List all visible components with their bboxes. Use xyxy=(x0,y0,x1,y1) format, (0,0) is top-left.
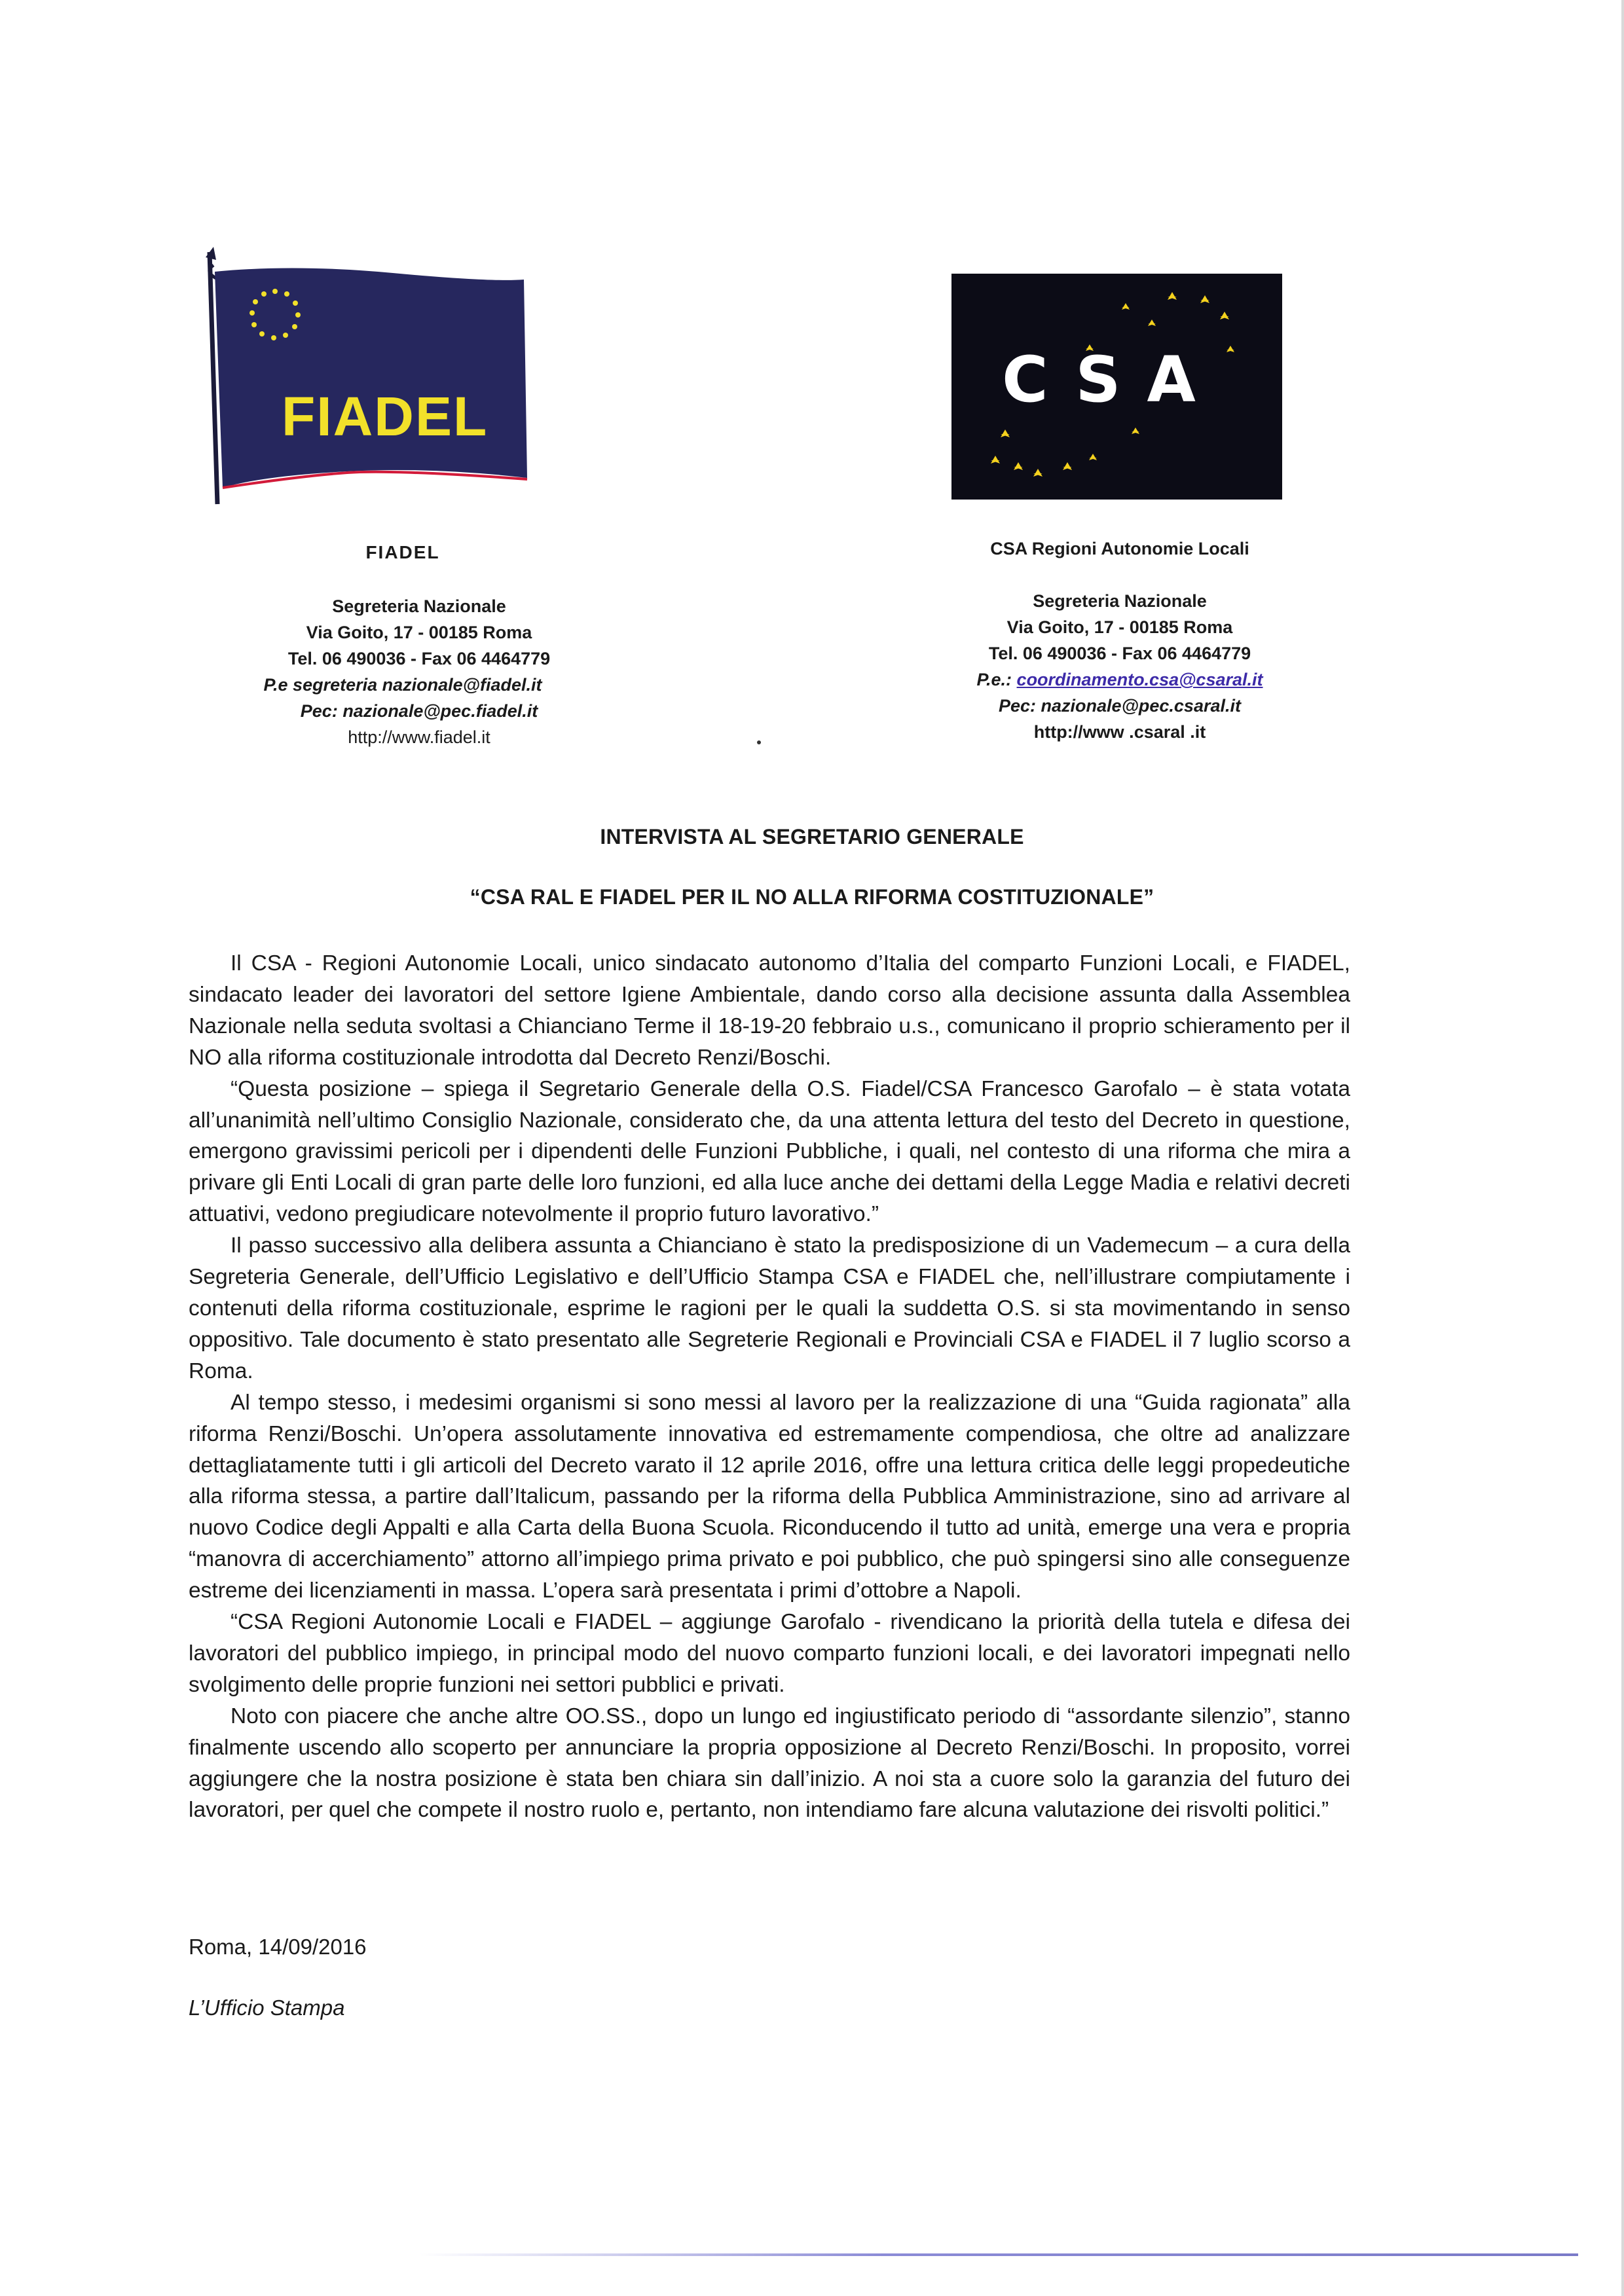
scan-artifact-line xyxy=(419,2253,1578,2256)
fiadel-logo xyxy=(196,246,537,507)
csa-website-link[interactable]: http://www .csaral .it xyxy=(1033,722,1206,742)
stray-dot xyxy=(757,740,761,744)
csa-address: Via Goito, 17 - 00185 Roma xyxy=(1006,617,1233,637)
fiadel-contact-block xyxy=(216,539,622,750)
paragraph: “Questa posizione – spiega il Segretario Generale della O.S. Fiadel/CSA Francesco Garofalo – è stata votata all’unanimità nell’ultimo Consiglio Nazionale, considerato che, da una attenta lettura del testo del Decreto in questione, emergono gravissimi pericoli per i dipendenti delle Funzioni Pubbliche, i quali, nel contesto di una riforma che mira a privare gli Enti Locali di gran parte delle loro funzioni, ed alla luce anche dei dettami della Legge Madia e relativi decreti attuativi, vedono pregiudicare notevolmente il proprio futuro lavorativo.” xyxy=(189,1076,1350,1227)
article-body xyxy=(189,948,1350,1826)
fiadel-logo-text: FIADEL xyxy=(282,386,489,447)
paragraph: “CSA Regioni Autonomie Locali e FIADEL – aggiunge Garofalo - rivendicano la priorità della tutela e difesa dei lavoratori del pubblico impiego, in principal modo del nuovo comparto funzioni locali, e dei lavoratori impegnati nello svolgimento delle proprie funzioni nei settori pubblici e privati. xyxy=(189,1610,1350,1697)
csa-pec: Pec: nazionale@pec.csaral.it xyxy=(999,696,1241,716)
paragraph: Noto con piacere che anche altre OO.SS., dopo un lungo ed ingiustificato periodo di “assordante silenzio”, stanno finalmente uscendo allo scoperto per annunciare la propria opposizione al Decreto Renzi/Boschi. In proposito, vorrei aggiungere che la nostra posizione è stata ben chiara sin dall’inizio. A noi sta a cuore solo la garanzia del futuro dei lavoratori, per quel che compete il nostro ruolo e, pertanto, non intendiamo fare alcuna valutazione dei risvolti politici.” xyxy=(189,1704,1350,1823)
csa-contact-block xyxy=(910,536,1329,745)
fiadel-office: Segreteria Nazionale xyxy=(332,596,506,616)
fiadel-name: FIADEL xyxy=(365,542,440,562)
page-title: INTERVISTA AL SEGRETARIO GENERALE xyxy=(600,825,1024,848)
scan-edge xyxy=(1621,0,1624,2296)
paragraph: Il CSA - Regioni Autonomie Locali, unico sindacato autonomo d’Italia del comparto Funzioni Locali, e FIADEL, sindacato leader dei lavoratori del settore Igiene Ambientale, dando corso alla decisione assunta dalla Assemblea Nazionale nella seduta svoltasi a Chianciano Terme il 18-19-20 febbraio u.s., comunicano il proprio schieramento per il NO alla riforma costituzionale introdotta dal Decreto Renzi/Boschi. xyxy=(189,951,1350,1070)
fiadel-address: Via Goito, 17 - 00185 Roma xyxy=(306,623,532,642)
csa-office: Segreteria Nazionale xyxy=(1033,591,1207,611)
date-line: Roma, 14/09/2016 xyxy=(189,1935,367,1959)
csa-email-label: P.e.: xyxy=(976,670,1012,689)
paragraph: Il passo successivo alla delibera assunta a Chianciano è stato la predisposizione di un Vademecum – a cura della Segreteria Generale, dell’Ufficio Legislativo e dell’Ufficio Stampa CSA e FIADEL che, nell’illustrare compiutamente i contenuti della riforma costituzionale, esprime le ragioni per le quali la suddetta O.S. si sta movimentando in senso oppositivo. Tale documento è stato presentato alle Segreterie Regionali e Provinciali CSA e FIADEL il 7 luglio scorso a Roma. xyxy=(189,1233,1350,1383)
page-subtitle: “CSA RAL E FIADEL PER IL NO ALLA RIFORMA COSTITUZIONALE” xyxy=(470,885,1154,909)
fiadel-email: P.e segreteria nazionale@fiadel.it xyxy=(263,675,542,695)
csa-phone: Tel. 06 490036 - Fax 06 4464779 xyxy=(988,644,1251,663)
csa-logo-text: CSA xyxy=(1002,343,1222,416)
fiadel-phone: Tel. 06 490036 - Fax 06 4464779 xyxy=(287,649,551,668)
paragraph: Al tempo stesso, i medesimi organismi si sono messi al lavoro per la realizzazione di una “Guida ragionata” alla riforma Renzi/Boschi. Un’opera assolutamente innovativa ed estremamente compendiosa, che oltre ad analizzare dettagliatamente tutti i gli articoli del Decreto varato il 12 aprile 2016, offre una lettura critica delle leggi propedeutiche alla riforma stessa, a partire dall’Italicum, passando per la riforma della Pubblica Amministrazione, sino ad arrivare al nuovo Codice degli Appalti e alla Carta della Buona Scuola. Riconducendo il tutto ad unità, emerge una vera e propria “manovra di accerchiamento” attorno all’impiego prima privato e poi pubblico, che può spingersi sino alle conseguenze estreme dei licenziamenti in massa. L’opera sarà presentata i primi d’ottobre a Napoli. xyxy=(189,1390,1350,1603)
signature: L’Ufficio Stampa xyxy=(189,1995,345,2020)
csa-name: CSA Regioni Autonomie Locali xyxy=(990,539,1249,558)
csa-logo xyxy=(951,274,1282,500)
fiadel-website-link[interactable]: http://www.fiadel.it xyxy=(348,727,490,747)
csa-email-link[interactable]: coordinamento.csa@csaral.it xyxy=(1016,670,1263,689)
fiadel-pec: Pec: nazionale@pec.fiadel.it xyxy=(300,701,538,721)
